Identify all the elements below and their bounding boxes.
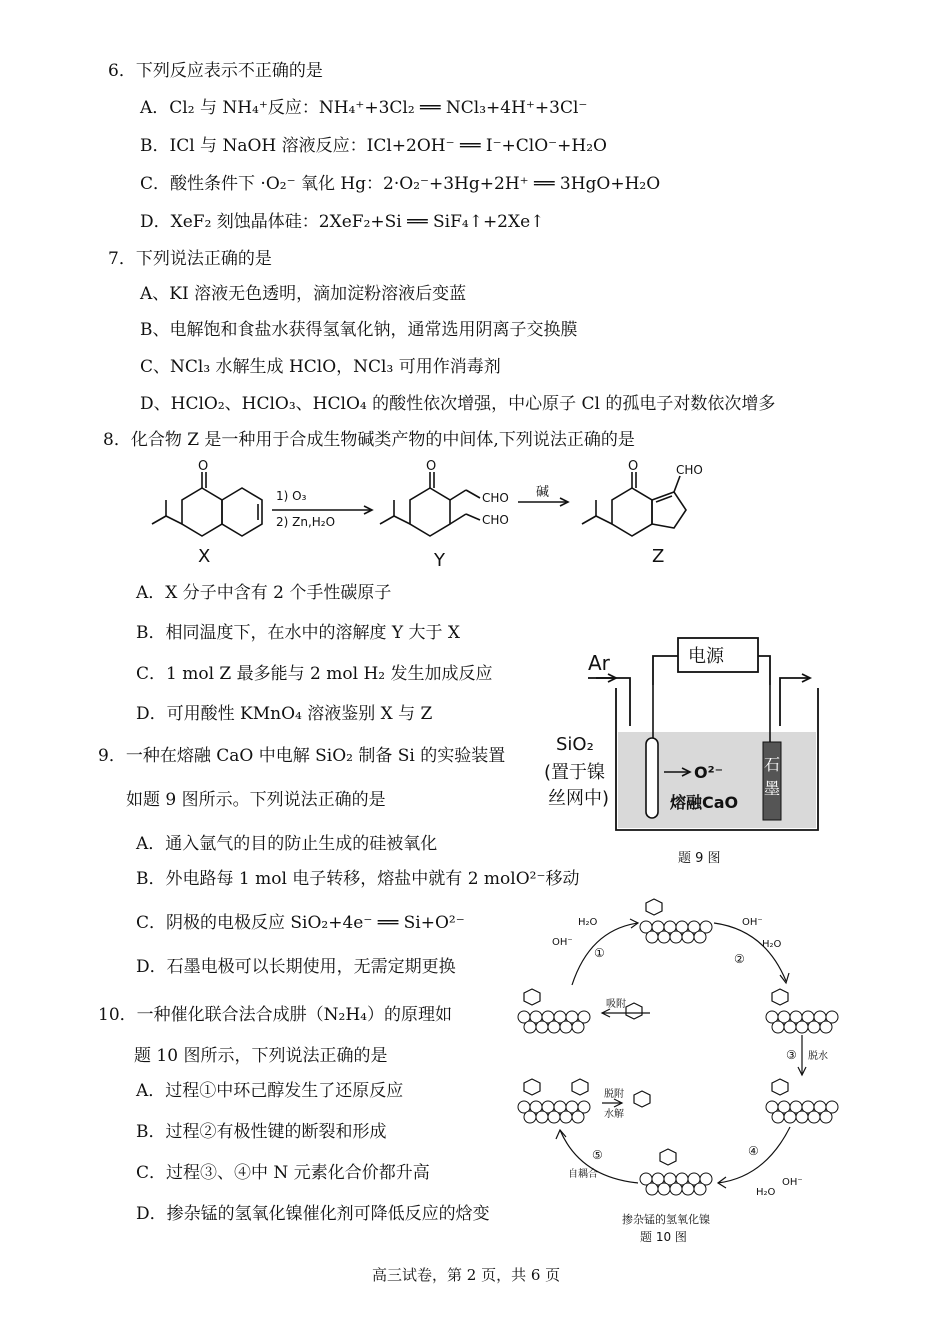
step-4-oh-label: OH⁻ <box>782 1177 803 1188</box>
step-1-oh-label: OH⁻ <box>552 937 573 948</box>
step2-reagent: 碱 <box>536 485 550 500</box>
q10-option-d: D．掺杂锰的氢氧化镍催化剂可降低反应的焓变 <box>136 1204 490 1224</box>
q8-option-c: C．1 mol Z 最多能与 2 mol H₂ 发生加成反应 <box>136 664 493 684</box>
figure-10-caption: 题 10 图 <box>640 1230 687 1244</box>
q8-reaction-scheme <box>140 458 720 576</box>
q7-option-c: C、NCl₃ 水解生成 HClO，NCl₃ 可用作消毒剂 <box>140 357 501 377</box>
q6-option-c: C．酸性条件下 ·O₂⁻ 氧化 Hg：2·O₂⁻+3Hg+2H⁺ ══ 3HgO+H₂O <box>140 174 661 194</box>
q7-option-b: B、电解饱和食盐水获得氢氧化钠，通常选用阴离子交换膜 <box>140 320 578 340</box>
q6-option-a: A．Cl₂ 与 NH₄⁺反应：NH₄⁺+3Cl₂ ══ NCl₃+4H⁺+3Cl⁻ <box>140 98 588 118</box>
q9-option-c: C．阴极的电极反应 SiO₂+4e⁻ ══ Si+O²⁻ <box>136 913 465 933</box>
nickel-mesh-label-1: (置于镍 <box>544 762 606 783</box>
figure-9-electrolysis <box>538 630 838 870</box>
q7-stem: 7．下列说法正确的是 <box>108 249 272 269</box>
step-1-water-label: H₂O <box>578 917 598 928</box>
graphite-label-2: 墨 <box>764 779 781 798</box>
molten-cao-label: 熔融CaO <box>670 793 739 812</box>
q7-option-a: A、KI 溶液无色透明，滴加淀粉溶液后变蓝 <box>140 284 467 304</box>
sio2-label: SiO₂ <box>556 734 594 755</box>
step-5-label: ⑤ <box>592 1148 603 1162</box>
z-cho-label: CHO <box>676 463 703 477</box>
q10-stem-line1: 10．一种催化联合法合成肼（N₂H₄）的原理如 <box>98 1005 452 1025</box>
compound-x-label: X <box>198 546 211 567</box>
step-3-label: ③ <box>786 1048 797 1062</box>
q9-option-d: D．石墨电极可以长期使用，无需定期更换 <box>136 957 456 977</box>
q9-stem-line2: 如题 9 图所示。下列说法正确的是 <box>126 790 386 810</box>
q10-option-c: C．过程③、④中 N 元素化合价都升高 <box>136 1163 430 1183</box>
x-oxygen-label: O <box>198 459 209 474</box>
figure-10-catalytic-cycle <box>510 885 870 1255</box>
oxide-ion-label: O²⁻ <box>694 763 724 782</box>
step-4-label: ④ <box>748 1144 759 1158</box>
catalyst-label: 掺杂锰的氢氧化镍 <box>622 1213 710 1226</box>
q9-option-b: B．外电路每 1 mol 电子转移，熔盐中就有 2 molO²⁻移动 <box>136 869 580 889</box>
step-2-label: ② <box>734 952 745 966</box>
compound-y-label: Y <box>434 550 445 571</box>
q9-stem-line1: 9．一种在熔融 CaO 中电解 SiO₂ 制备 Si 的实验装置 <box>98 746 506 766</box>
q10-option-a: A．过程①中环己醇发生了还原反应 <box>136 1081 404 1101</box>
q8-option-b: B．相同温度下，在水中的溶解度 Y 大于 X <box>136 623 461 643</box>
z-oxygen-label: O <box>628 459 639 474</box>
figure-9-caption: 题 9 图 <box>678 851 721 866</box>
step1-reagent-b: 2) Zn,H₂O <box>276 515 336 529</box>
step-4-water-label: H₂O <box>756 1187 776 1198</box>
page-footer: 高三试卷，第 2 页，共 6 页 <box>372 1266 561 1284</box>
y-oxygen-label: O <box>426 459 437 474</box>
step-2-oh-label: OH⁻ <box>742 917 763 928</box>
power-supply-label: 电源 <box>688 646 724 667</box>
q6-option-d: D．XeF₂ 刻蚀晶体硅：2XeF₂+Si ══ SiF₄↑+2Xe↑ <box>140 212 545 232</box>
step-1-label: ① <box>594 946 605 960</box>
adsorb-label: 吸附 <box>606 999 626 1010</box>
q10-option-b: B．过程②有极性键的断裂和形成 <box>136 1122 387 1142</box>
argon-label: Ar <box>588 651 610 675</box>
q8-option-a: A．X 分子中含有 2 个手性碳原子 <box>136 583 392 603</box>
q6-stem: 6．下列反应表示不正确的是 <box>108 61 323 81</box>
y-cho-upper: CHO <box>482 491 509 505</box>
q9-option-a: A．通入氩气的目的防止生成的硅被氧化 <box>136 834 438 854</box>
graphite-label-1: 石 <box>764 755 781 774</box>
q8-option-d: D．可用酸性 KMnO₄ 溶液鉴别 X 与 Z <box>136 704 433 724</box>
q8-stem: 8．化合物 Z 是一种用于合成生物碱类产物的中间体,下列说法正确的是 <box>103 430 635 450</box>
step-2-water-label: H₂O <box>762 939 782 950</box>
desorb-label: 脱附 <box>604 1089 624 1100</box>
compound-z-label: Z <box>652 546 665 567</box>
hydrolysis-label: 水解 <box>604 1109 624 1120</box>
q6-option-b: B．ICl 与 NaOH 溶液反应：ICl+2OH⁻ ══ I⁻+ClO⁻+H₂O <box>140 136 607 156</box>
nickel-mesh-label-2: 丝网中) <box>548 788 610 809</box>
q7-option-d: D、HClO₂、HClO₃、HClO₄ 的酸性依次增强，中心原子 Cl 的孤电子对数依次增多 <box>140 394 776 414</box>
dehydrate-label: 脱水 <box>808 1051 828 1062</box>
self-coupling-label: 自耦合 <box>568 1169 598 1180</box>
q10-stem-line2: 题 10 图所示，下列说法正确的是 <box>134 1046 388 1066</box>
y-cho-lower: CHO <box>482 513 509 527</box>
step1-reagent-a: 1) O₃ <box>276 489 307 503</box>
